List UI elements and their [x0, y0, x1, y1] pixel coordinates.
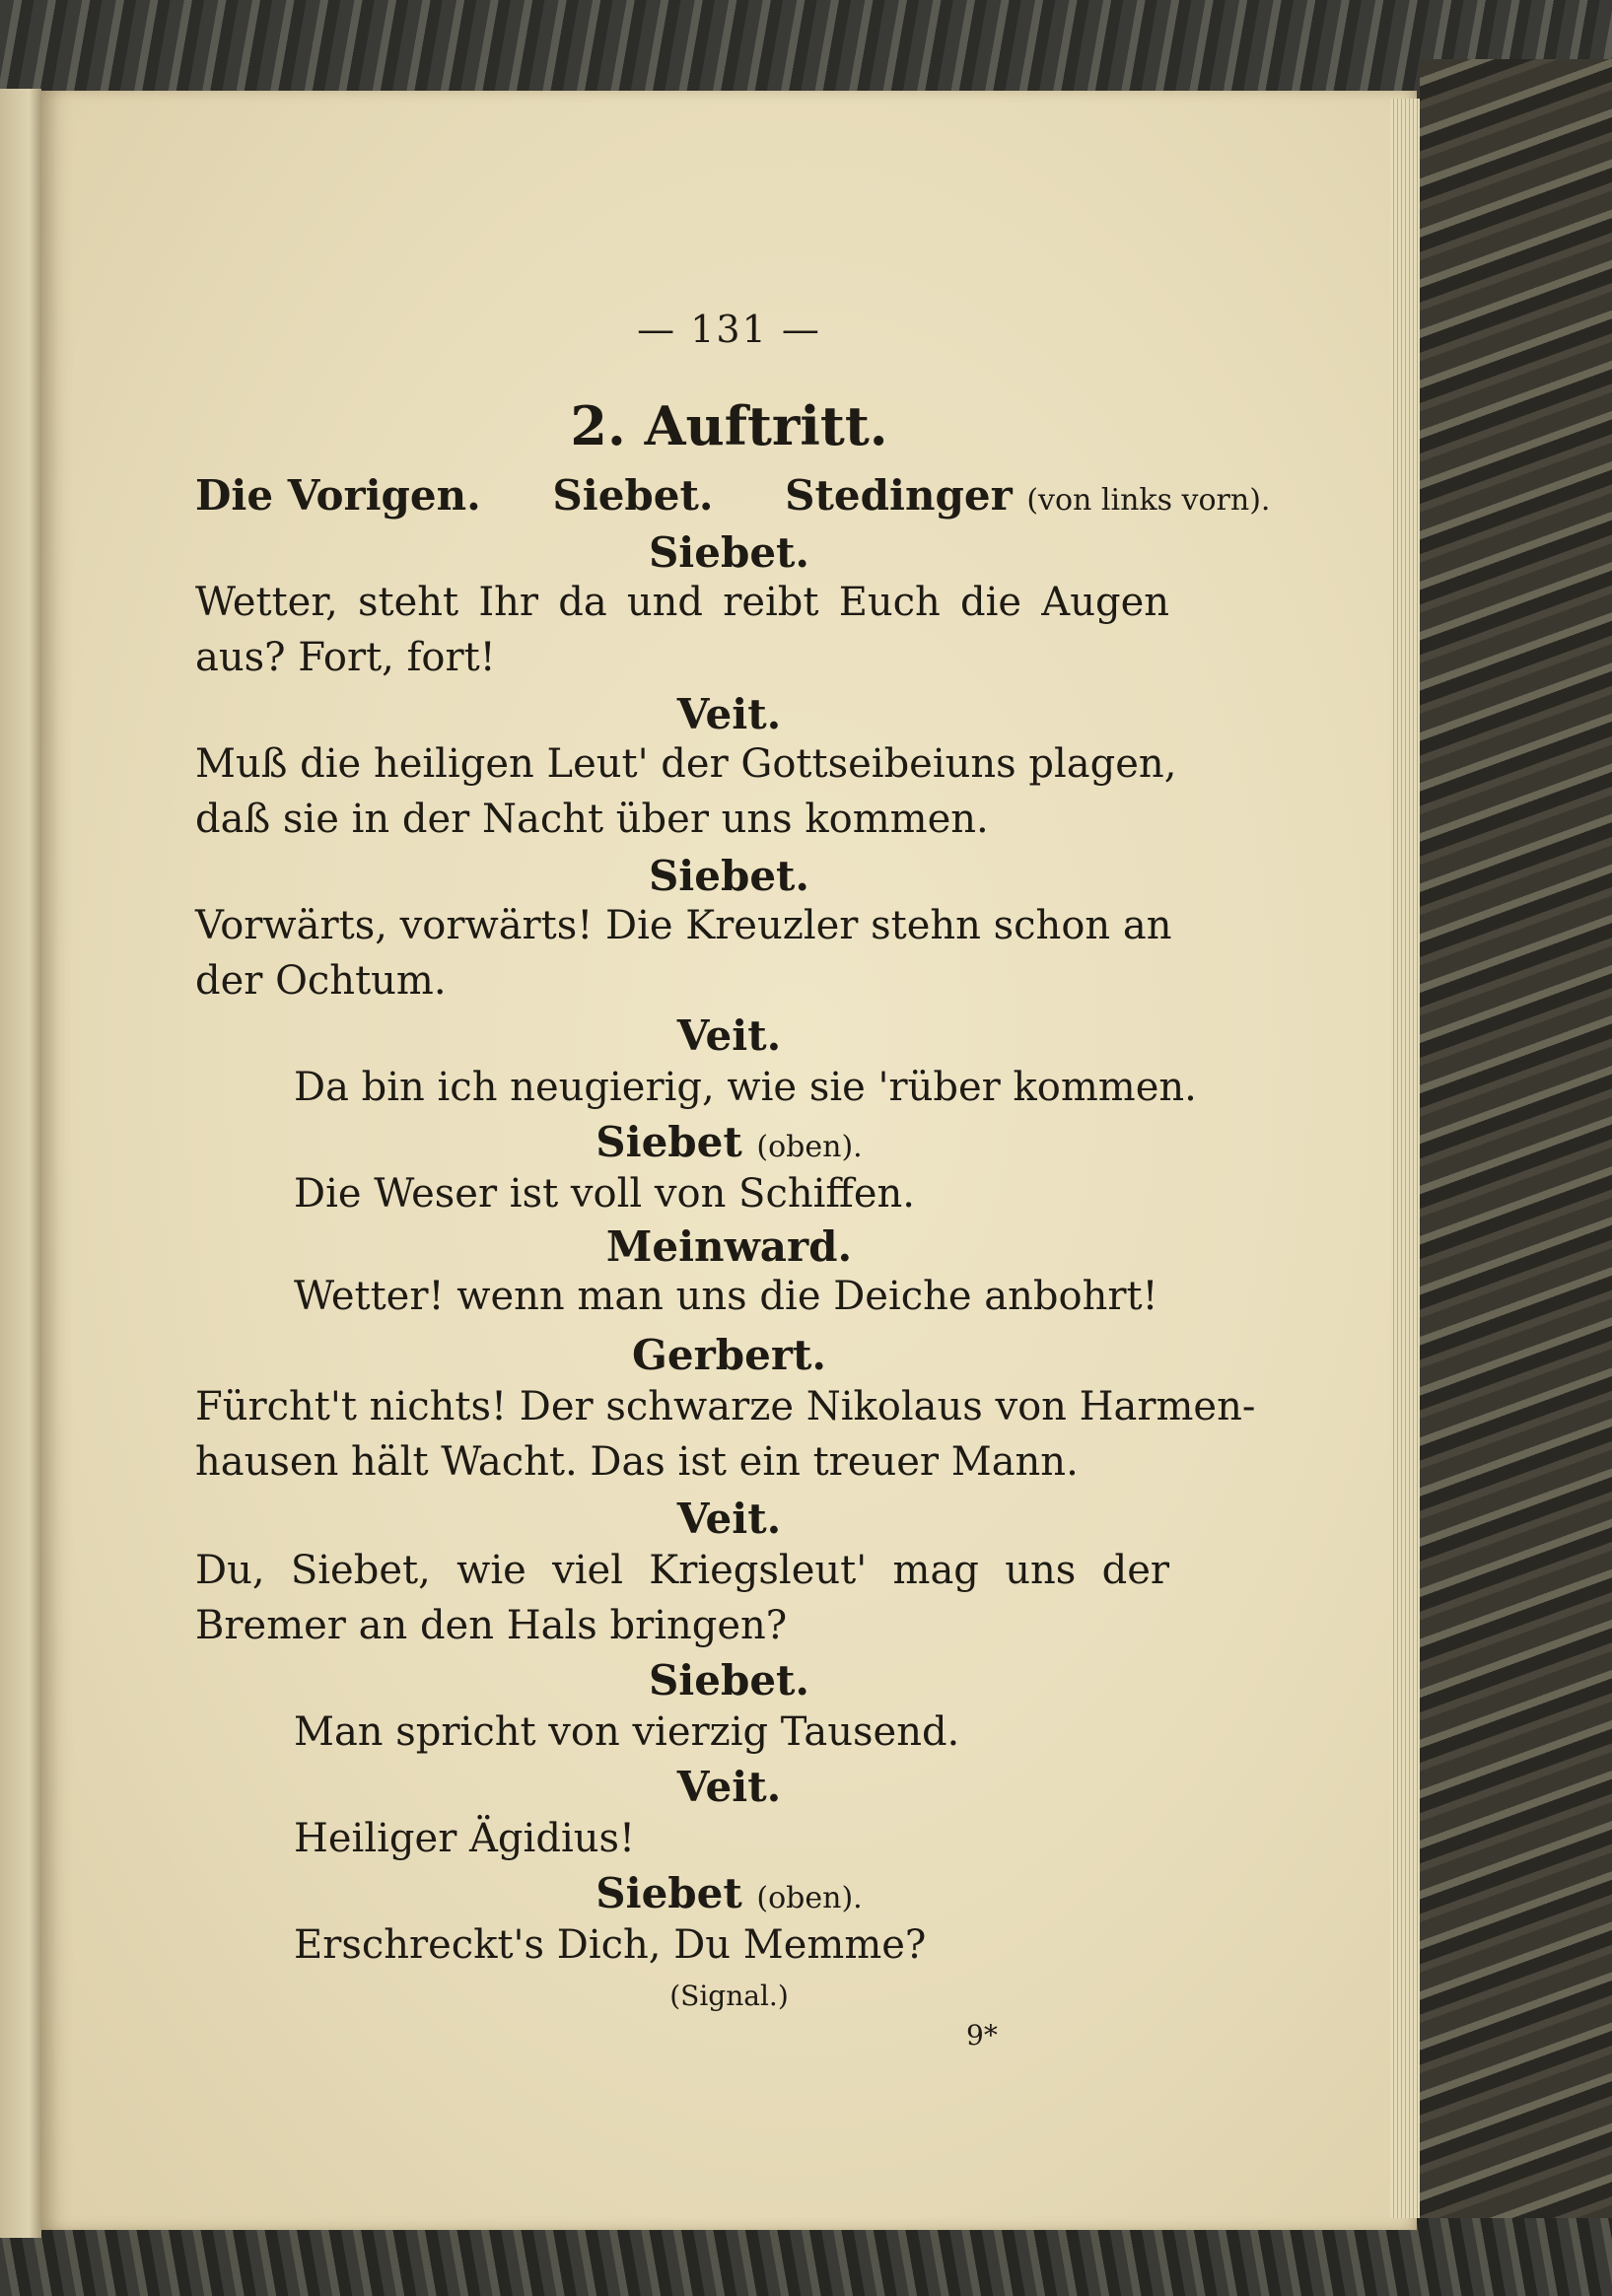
dialogue-line: Heiliger Ägidius!	[294, 1816, 636, 1861]
dialogue-line: Man spricht von vierzig Tausend.	[294, 1709, 960, 1755]
page-number: — 131 —	[637, 308, 821, 351]
scene-title: 2. Auftritt.	[570, 394, 888, 457]
dialogue-line: Fürcht't nichts! Der schwarze Nikolaus von Harmen-	[195, 1384, 1256, 1429]
speaker-name: Siebet (oben).	[596, 1118, 863, 1166]
cast-name: Stedinger	[785, 471, 1013, 520]
previous-page-edge	[0, 89, 41, 2238]
speaker-name: Veit.	[676, 1763, 782, 1811]
speaker-name: Veit.	[676, 1011, 782, 1060]
dialogue-line: Vorwärts, vorwärts! Die Kreuzler stehn schon an	[195, 903, 1172, 948]
dialogue-line: Muß die heiligen Leut' der Gottseibeiuns plagen,	[195, 741, 1177, 787]
speaker-name: Siebet.	[648, 852, 810, 900]
speaker-name: Meinward.	[605, 1222, 853, 1271]
book-binding-right	[1420, 59, 1612, 2258]
speaker-name: Siebet (oben).	[596, 1869, 863, 1917]
dialogue-line: Du, Siebet, wie viel Kriegsleut' mag uns der	[195, 1548, 1169, 1593]
book-binding-top	[0, 0, 1612, 99]
speaker-name: Siebet.	[648, 1656, 810, 1705]
speaker-name: Veit.	[676, 690, 782, 738]
dialogue-line: Wetter, steht Ihr da und reibt Euch die Augen	[195, 580, 1169, 625]
speaker-name: Siebet.	[648, 528, 810, 577]
dialogue-line: der Ochtum.	[195, 958, 447, 1004]
cast-note: (von links vorn).	[1026, 483, 1271, 518]
dialogue-line: Die Weser ist voll von Schiffen.	[294, 1171, 915, 1217]
cast-name: Die Vorigen.	[195, 471, 481, 520]
dialogue-line: daß sie in der Nacht über uns kommen.	[195, 797, 989, 842]
dialogue-line: hausen hält Wacht. Das ist ein treuer Mann.	[195, 1439, 1079, 1485]
speaker-name: Veit.	[676, 1495, 782, 1543]
dialogue-line: Wetter! wenn man uns die Deiche anbohrt!	[294, 1274, 1158, 1319]
printer-signature: 9*	[966, 2019, 998, 2052]
dialogue-line: Erschreckt's Dich, Du Memme?	[294, 1922, 927, 1968]
dialogue-line: Da bin ich neugierig, wie sie 'rüber kommen.	[294, 1065, 1197, 1110]
cast-name: Siebet.	[552, 471, 714, 520]
speaker-name: Gerbert.	[632, 1331, 826, 1379]
cast-line	[195, 471, 1270, 520]
stage-direction: (Signal.)	[669, 1980, 789, 2012]
dialogue-line: aus? Fort, fort!	[195, 635, 496, 680]
dialogue-line: Bremer an den Hals bringen?	[195, 1603, 788, 1648]
